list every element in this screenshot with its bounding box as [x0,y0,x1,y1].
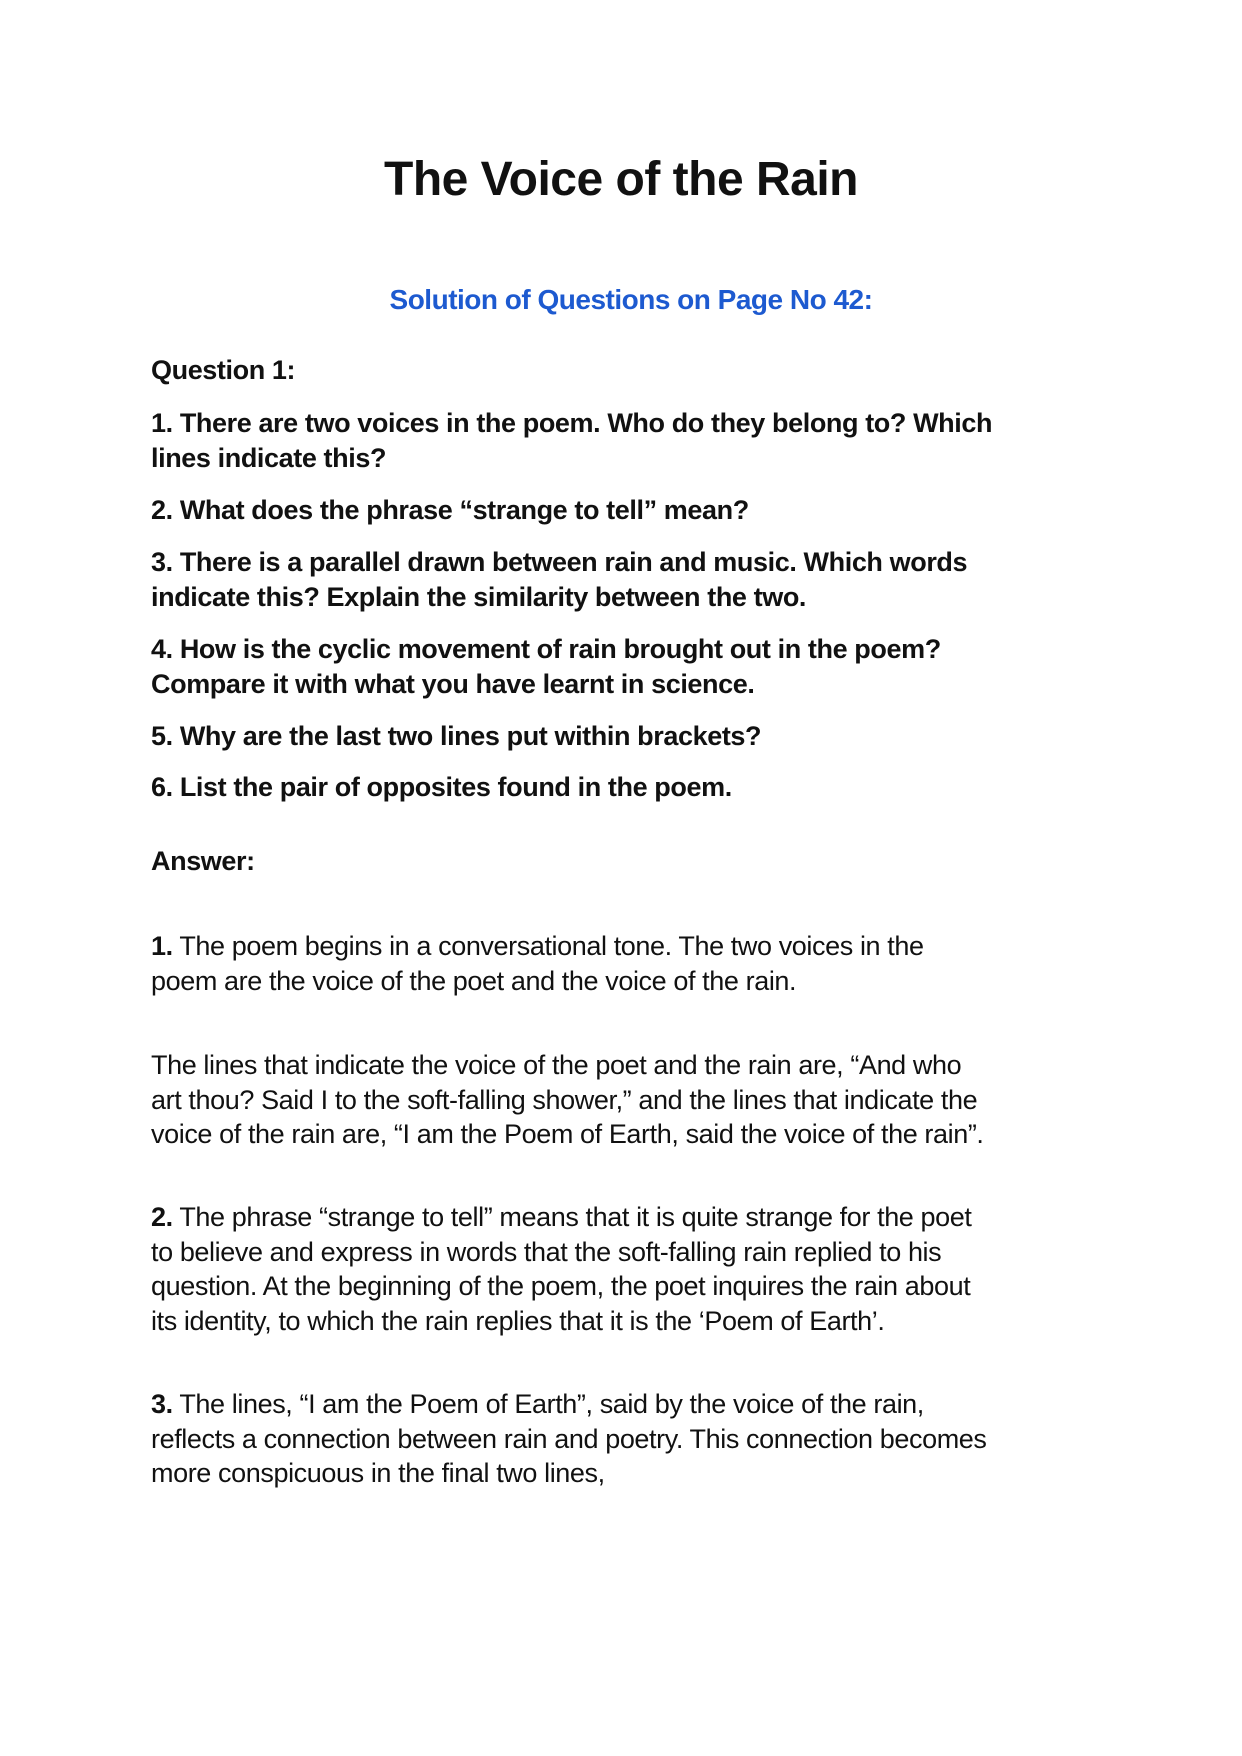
question-line: 4. How is the cyclic movement of rain brought out in the poem? [151,634,941,664]
answer-line: The lines that indicate the voice of the poet and the rain are, “And who [151,1050,962,1080]
answer-2 [151,1200,1151,1338]
question-6 [151,770,1151,805]
answer-line: The phrase “strange to tell” means that it is quite strange for the poet [172,1202,972,1232]
answer-line: reflects a connection between rain and poetry. This connection becomes [151,1423,987,1454]
answer-line: its identity, to which the rain replies that it is the ‘Poem of Earth’. [151,1305,885,1336]
question-line: indicate this? Explain the similarity between the two. [151,581,807,612]
question-4 [151,632,1151,701]
answer-line: The poem begins in a conversational tone. The two voices in the [172,931,924,961]
answer-1 [151,929,1151,998]
answer-line: more conspicuous in the final two lines, [151,1458,605,1488]
answer-1-lines-paragraph [151,1048,1151,1152]
answer-line: art thou? Said I to the soft-falling shower,” and the lines that indicate the [151,1084,978,1115]
answer-line: voice of the rain are, “I am the Poem of Earth, said the voice of the rain”. [151,1119,984,1149]
question-3 [151,545,1151,614]
question-line: 3. There is a parallel drawn between rain and music. Which words [151,547,968,577]
answer-number: 1. [151,931,173,961]
answer-3 [151,1387,1151,1491]
answer-number: 2. [151,1202,173,1232]
question-line: lines indicate this? [151,442,387,473]
section-subtitle: Solution of Questions on Page No 42: [389,284,873,315]
question-2 [151,493,1151,528]
question-1 [151,406,1151,475]
answer-line: question. At the beginning of the poem, the poet inquires the rain about [151,1271,971,1301]
answer-line: to believe and express in words that the soft-falling rain replied to his [151,1236,942,1267]
answer-heading: Answer: [151,846,255,876]
answer-line: The lines, “I am the Poem of Earth”, said by the voice of the rain, [172,1389,924,1419]
question-line: 5. Why are the last two lines put within brackets? [151,721,762,751]
question-line: Compare it with what you have learnt in science. [151,668,755,699]
question-line: 6. List the pair of opposites found in the poem. [151,772,732,802]
question-5 [151,719,1151,754]
question-line: 1. There are two voices in the poem. Who do they belong to? Which [151,408,993,438]
question-heading: Question 1: [151,355,296,385]
answer-line: poem are the voice of the poet and the voice of the rain. [151,965,797,996]
answer-number: 3. [151,1389,173,1419]
question-line: 2. What does the phrase “strange to tell” mean? [151,495,749,525]
page-title: The Voice of the Rain [384,153,858,206]
